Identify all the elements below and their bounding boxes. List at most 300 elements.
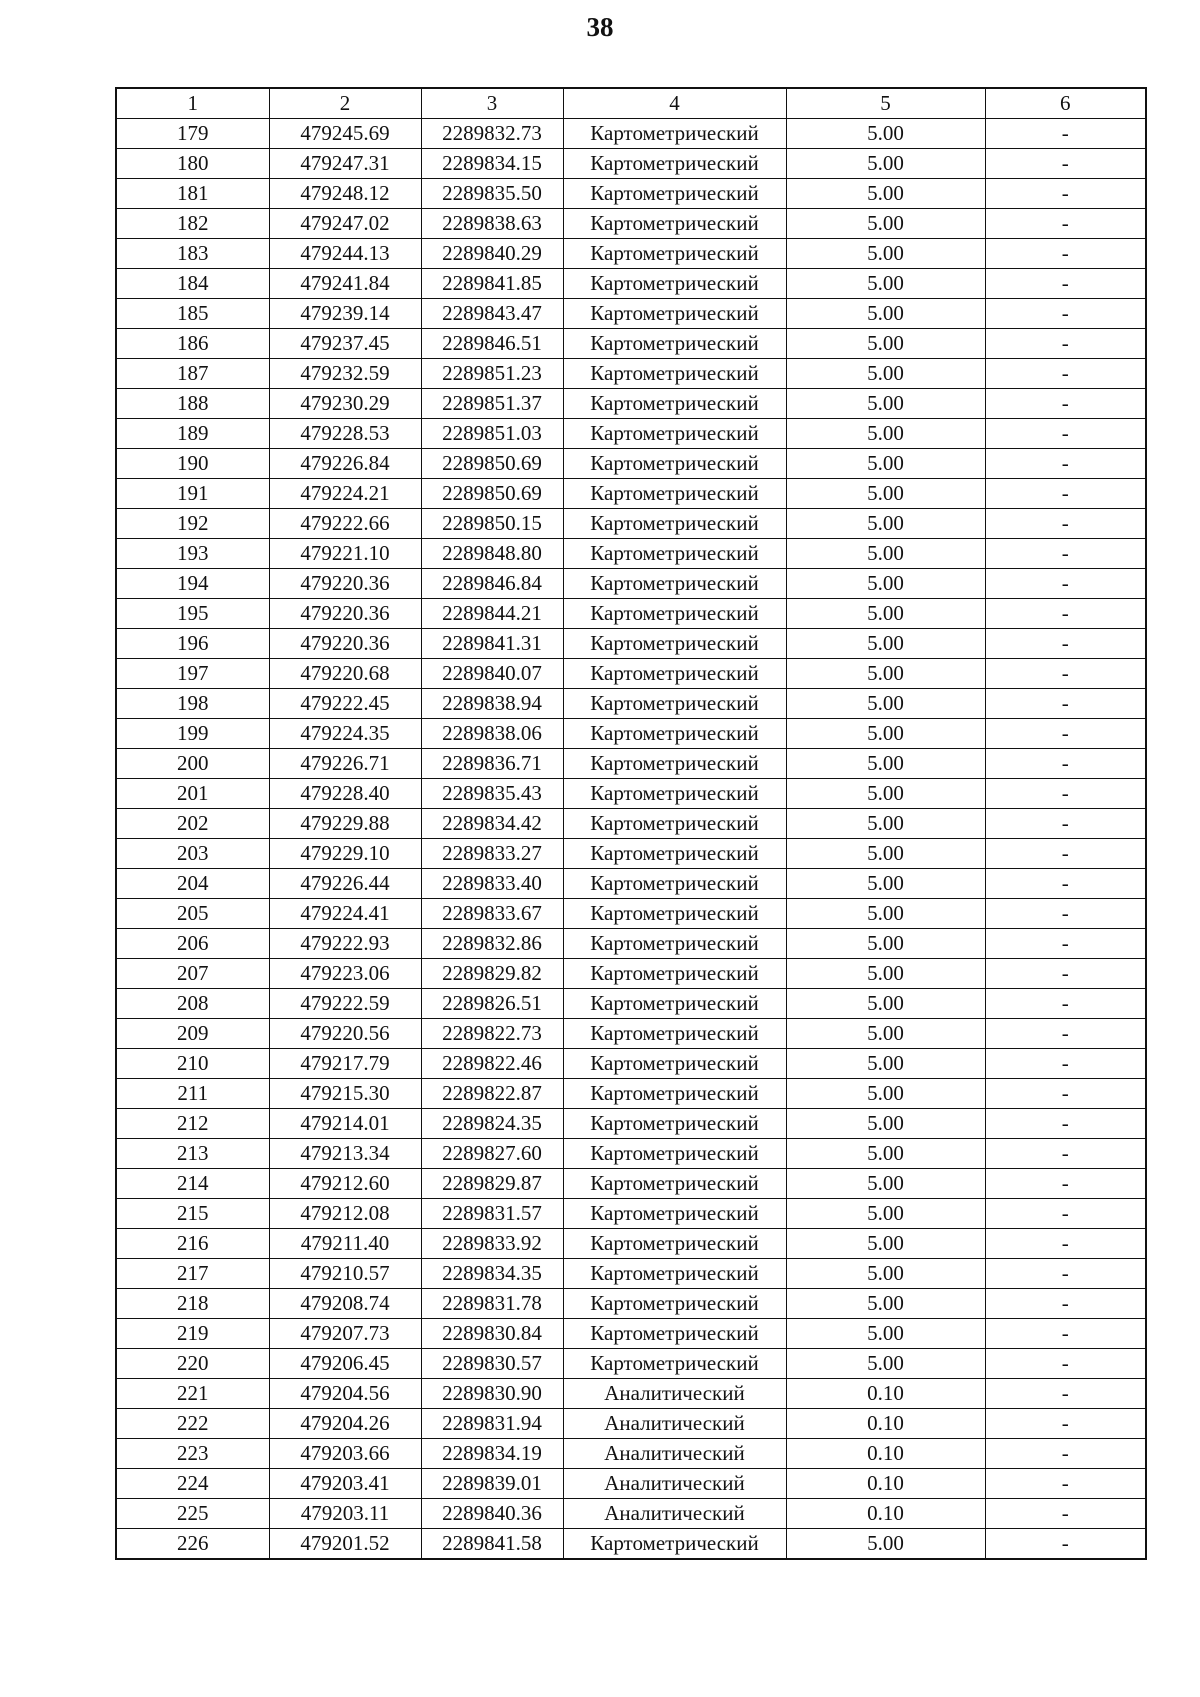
point-number-cell: 207 bbox=[116, 959, 269, 989]
method-cell: Картометрический bbox=[563, 1319, 786, 1349]
header-cell: 6 bbox=[985, 88, 1146, 119]
table-row bbox=[116, 1259, 1146, 1289]
x-coordinate-cell: 479224.35 bbox=[269, 719, 421, 749]
accuracy-cell: 5.00 bbox=[786, 629, 985, 659]
x-coordinate-cell: 479222.59 bbox=[269, 989, 421, 1019]
point-number-cell: 214 bbox=[116, 1169, 269, 1199]
y-coordinate-cell: 2289851.03 bbox=[421, 419, 563, 449]
method-cell: Картометрический bbox=[563, 749, 786, 779]
method-cell: Картометрический bbox=[563, 1199, 786, 1229]
table-row bbox=[116, 509, 1146, 539]
y-coordinate-cell: 2289830.57 bbox=[421, 1349, 563, 1379]
y-coordinate-cell: 2289835.50 bbox=[421, 179, 563, 209]
note-cell: - bbox=[985, 779, 1146, 809]
point-number-cell: 209 bbox=[116, 1019, 269, 1049]
y-coordinate-cell: 2289841.85 bbox=[421, 269, 563, 299]
y-coordinate-cell: 2289822.73 bbox=[421, 1019, 563, 1049]
y-coordinate-cell: 2289832.86 bbox=[421, 929, 563, 959]
x-coordinate-cell: 479215.30 bbox=[269, 1079, 421, 1109]
header-cell: 4 bbox=[563, 88, 786, 119]
note-cell: - bbox=[985, 479, 1146, 509]
note-cell: - bbox=[985, 1529, 1146, 1560]
x-coordinate-cell: 479241.84 bbox=[269, 269, 421, 299]
table-row bbox=[116, 569, 1146, 599]
accuracy-cell: 5.00 bbox=[786, 1349, 985, 1379]
table-row bbox=[116, 899, 1146, 929]
y-coordinate-cell: 2289827.60 bbox=[421, 1139, 563, 1169]
table-row bbox=[116, 359, 1146, 389]
x-coordinate-cell: 479222.45 bbox=[269, 689, 421, 719]
y-coordinate-cell: 2289840.36 bbox=[421, 1499, 563, 1529]
method-cell: Картометрический bbox=[563, 239, 786, 269]
point-number-cell: 198 bbox=[116, 689, 269, 719]
table-row bbox=[116, 1079, 1146, 1109]
table-body bbox=[116, 88, 1146, 1559]
note-cell: - bbox=[985, 1319, 1146, 1349]
note-cell: - bbox=[985, 1169, 1146, 1199]
table-row bbox=[116, 1499, 1146, 1529]
point-number-cell: 205 bbox=[116, 899, 269, 929]
table-row bbox=[116, 599, 1146, 629]
x-coordinate-cell: 479229.10 bbox=[269, 839, 421, 869]
accuracy-cell: 5.00 bbox=[786, 239, 985, 269]
y-coordinate-cell: 2289851.23 bbox=[421, 359, 563, 389]
page-number: 38 bbox=[586, 12, 614, 42]
table-row bbox=[116, 869, 1146, 899]
x-coordinate-cell: 479244.13 bbox=[269, 239, 421, 269]
table-row bbox=[116, 1319, 1146, 1349]
table-row bbox=[116, 479, 1146, 509]
method-cell: Картометрический bbox=[563, 689, 786, 719]
table-row bbox=[116, 1289, 1146, 1319]
accuracy-cell: 5.00 bbox=[786, 809, 985, 839]
accuracy-cell: 5.00 bbox=[786, 329, 985, 359]
point-number-cell: 196 bbox=[116, 629, 269, 659]
y-coordinate-cell: 2289822.46 bbox=[421, 1049, 563, 1079]
y-coordinate-cell: 2289850.69 bbox=[421, 479, 563, 509]
accuracy-cell: 5.00 bbox=[786, 359, 985, 389]
y-coordinate-cell: 2289850.15 bbox=[421, 509, 563, 539]
note-cell: - bbox=[985, 539, 1146, 569]
x-coordinate-cell: 479212.08 bbox=[269, 1199, 421, 1229]
accuracy-cell: 5.00 bbox=[786, 1289, 985, 1319]
note-cell: - bbox=[985, 1439, 1146, 1469]
x-coordinate-cell: 479212.60 bbox=[269, 1169, 421, 1199]
point-number-cell: 194 bbox=[116, 569, 269, 599]
table-row bbox=[116, 149, 1146, 179]
x-coordinate-cell: 479232.59 bbox=[269, 359, 421, 389]
note-cell: - bbox=[985, 299, 1146, 329]
accuracy-cell: 5.00 bbox=[786, 149, 985, 179]
y-coordinate-cell: 2289846.84 bbox=[421, 569, 563, 599]
method-cell: Картометрический bbox=[563, 1529, 786, 1560]
table-row bbox=[116, 1199, 1146, 1229]
method-cell: Картометрический bbox=[563, 389, 786, 419]
point-number-cell: 182 bbox=[116, 209, 269, 239]
table-row bbox=[116, 839, 1146, 869]
y-coordinate-cell: 2289830.90 bbox=[421, 1379, 563, 1409]
point-number-cell: 218 bbox=[116, 1289, 269, 1319]
method-cell: Картометрический bbox=[563, 899, 786, 929]
y-coordinate-cell: 2289839.01 bbox=[421, 1469, 563, 1499]
note-cell: - bbox=[985, 899, 1146, 929]
accuracy-cell: 5.00 bbox=[786, 1109, 985, 1139]
x-coordinate-cell: 479207.73 bbox=[269, 1319, 421, 1349]
method-cell: Картометрический bbox=[563, 1259, 786, 1289]
accuracy-cell: 5.00 bbox=[786, 989, 985, 1019]
header-cell: 5 bbox=[786, 88, 985, 119]
note-cell: - bbox=[985, 869, 1146, 899]
y-coordinate-cell: 2289833.27 bbox=[421, 839, 563, 869]
note-cell: - bbox=[985, 1409, 1146, 1439]
y-coordinate-cell: 2289834.42 bbox=[421, 809, 563, 839]
y-coordinate-cell: 2289838.06 bbox=[421, 719, 563, 749]
method-cell: Картометрический bbox=[563, 569, 786, 599]
y-coordinate-cell: 2289824.35 bbox=[421, 1109, 563, 1139]
note-cell: - bbox=[985, 1109, 1146, 1139]
y-coordinate-cell: 2289829.87 bbox=[421, 1169, 563, 1199]
accuracy-cell: 5.00 bbox=[786, 509, 985, 539]
accuracy-cell: 5.00 bbox=[786, 1529, 985, 1560]
method-cell: Картометрический bbox=[563, 1289, 786, 1319]
table-row bbox=[116, 1019, 1146, 1049]
x-coordinate-cell: 479223.06 bbox=[269, 959, 421, 989]
x-coordinate-cell: 479220.36 bbox=[269, 629, 421, 659]
method-cell: Картометрический bbox=[563, 809, 786, 839]
note-cell: - bbox=[985, 1139, 1146, 1169]
point-number-cell: 199 bbox=[116, 719, 269, 749]
x-coordinate-cell: 479226.84 bbox=[269, 449, 421, 479]
accuracy-cell: 5.00 bbox=[786, 959, 985, 989]
coordinates-table bbox=[115, 87, 1147, 1560]
method-cell: Картометрический bbox=[563, 209, 786, 239]
method-cell: Картометрический bbox=[563, 179, 786, 209]
method-cell: Картометрический bbox=[563, 719, 786, 749]
accuracy-cell: 0.10 bbox=[786, 1499, 985, 1529]
accuracy-cell: 5.00 bbox=[786, 839, 985, 869]
table-row bbox=[116, 1409, 1146, 1439]
x-coordinate-cell: 479222.66 bbox=[269, 509, 421, 539]
table-row bbox=[116, 539, 1146, 569]
point-number-cell: 210 bbox=[116, 1049, 269, 1079]
point-number-cell: 223 bbox=[116, 1439, 269, 1469]
accuracy-cell: 5.00 bbox=[786, 1259, 985, 1289]
point-number-cell: 183 bbox=[116, 239, 269, 269]
y-coordinate-cell: 2289834.35 bbox=[421, 1259, 563, 1289]
table-row bbox=[116, 239, 1146, 269]
table-row bbox=[116, 1139, 1146, 1169]
table-row bbox=[116, 629, 1146, 659]
point-number-cell: 225 bbox=[116, 1499, 269, 1529]
x-coordinate-cell: 479204.26 bbox=[269, 1409, 421, 1439]
point-number-cell: 186 bbox=[116, 329, 269, 359]
accuracy-cell: 5.00 bbox=[786, 179, 985, 209]
method-cell: Аналитический bbox=[563, 1499, 786, 1529]
note-cell: - bbox=[985, 209, 1146, 239]
note-cell: - bbox=[985, 389, 1146, 419]
note-cell: - bbox=[985, 1469, 1146, 1499]
point-number-cell: 200 bbox=[116, 749, 269, 779]
point-number-cell: 197 bbox=[116, 659, 269, 689]
table-row bbox=[116, 179, 1146, 209]
x-coordinate-cell: 479226.71 bbox=[269, 749, 421, 779]
point-number-cell: 208 bbox=[116, 989, 269, 1019]
point-number-cell: 202 bbox=[116, 809, 269, 839]
y-coordinate-cell: 2289838.94 bbox=[421, 689, 563, 719]
accuracy-cell: 5.00 bbox=[786, 209, 985, 239]
note-cell: - bbox=[985, 1199, 1146, 1229]
y-coordinate-cell: 2289836.71 bbox=[421, 749, 563, 779]
point-number-cell: 192 bbox=[116, 509, 269, 539]
accuracy-cell: 5.00 bbox=[786, 869, 985, 899]
y-coordinate-cell: 2289830.84 bbox=[421, 1319, 563, 1349]
note-cell: - bbox=[985, 509, 1146, 539]
point-number-cell: 211 bbox=[116, 1079, 269, 1109]
x-coordinate-cell: 479220.68 bbox=[269, 659, 421, 689]
x-coordinate-cell: 479247.02 bbox=[269, 209, 421, 239]
note-cell: - bbox=[985, 1259, 1146, 1289]
note-cell: - bbox=[985, 809, 1146, 839]
point-number-cell: 190 bbox=[116, 449, 269, 479]
point-number-cell: 216 bbox=[116, 1229, 269, 1259]
note-cell: - bbox=[985, 359, 1146, 389]
table-row bbox=[116, 269, 1146, 299]
table-row bbox=[116, 119, 1146, 149]
method-cell: Картометрический bbox=[563, 149, 786, 179]
table-row bbox=[116, 1529, 1146, 1560]
x-coordinate-cell: 479220.56 bbox=[269, 1019, 421, 1049]
point-number-cell: 204 bbox=[116, 869, 269, 899]
table-row bbox=[116, 719, 1146, 749]
method-cell: Картометрический bbox=[563, 869, 786, 899]
note-cell: - bbox=[985, 119, 1146, 149]
x-coordinate-cell: 479224.41 bbox=[269, 899, 421, 929]
accuracy-cell: 0.10 bbox=[786, 1439, 985, 1469]
table-row bbox=[116, 1049, 1146, 1079]
method-cell: Аналитический bbox=[563, 1439, 786, 1469]
method-cell: Картометрический bbox=[563, 1169, 786, 1199]
x-coordinate-cell: 479203.41 bbox=[269, 1469, 421, 1499]
accuracy-cell: 5.00 bbox=[786, 419, 985, 449]
method-cell: Картометрический bbox=[563, 539, 786, 569]
point-number-cell: 181 bbox=[116, 179, 269, 209]
point-number-cell: 187 bbox=[116, 359, 269, 389]
x-coordinate-cell: 479204.56 bbox=[269, 1379, 421, 1409]
note-cell: - bbox=[985, 929, 1146, 959]
y-coordinate-cell: 2289848.80 bbox=[421, 539, 563, 569]
table-row bbox=[116, 659, 1146, 689]
method-cell: Картометрический bbox=[563, 419, 786, 449]
accuracy-cell: 5.00 bbox=[786, 659, 985, 689]
method-cell: Картометрический bbox=[563, 989, 786, 1019]
x-coordinate-cell: 479203.11 bbox=[269, 1499, 421, 1529]
x-coordinate-cell: 479214.01 bbox=[269, 1109, 421, 1139]
accuracy-cell: 5.00 bbox=[786, 1319, 985, 1349]
method-cell: Картометрический bbox=[563, 1079, 786, 1109]
note-cell: - bbox=[985, 629, 1146, 659]
y-coordinate-cell: 2289833.92 bbox=[421, 1229, 563, 1259]
y-coordinate-cell: 2289851.37 bbox=[421, 389, 563, 419]
note-cell: - bbox=[985, 1499, 1146, 1529]
accuracy-cell: 5.00 bbox=[786, 449, 985, 479]
point-number-cell: 179 bbox=[116, 119, 269, 149]
accuracy-cell: 5.00 bbox=[786, 299, 985, 329]
accuracy-cell: 5.00 bbox=[786, 779, 985, 809]
x-coordinate-cell: 479224.21 bbox=[269, 479, 421, 509]
y-coordinate-cell: 2289826.51 bbox=[421, 989, 563, 1019]
x-coordinate-cell: 479220.36 bbox=[269, 569, 421, 599]
method-cell: Картометрический bbox=[563, 659, 786, 689]
y-coordinate-cell: 2289840.29 bbox=[421, 239, 563, 269]
method-cell: Картометрический bbox=[563, 779, 786, 809]
table-row bbox=[116, 1169, 1146, 1199]
x-coordinate-cell: 479248.12 bbox=[269, 179, 421, 209]
table-row bbox=[116, 1469, 1146, 1499]
table-row bbox=[116, 1379, 1146, 1409]
y-coordinate-cell: 2289850.69 bbox=[421, 449, 563, 479]
point-number-cell: 219 bbox=[116, 1319, 269, 1349]
point-number-cell: 185 bbox=[116, 299, 269, 329]
method-cell: Картометрический bbox=[563, 1229, 786, 1259]
x-coordinate-cell: 479206.45 bbox=[269, 1349, 421, 1379]
note-cell: - bbox=[985, 269, 1146, 299]
note-cell: - bbox=[985, 749, 1146, 779]
y-coordinate-cell: 2289840.07 bbox=[421, 659, 563, 689]
y-coordinate-cell: 2289831.94 bbox=[421, 1409, 563, 1439]
note-cell: - bbox=[985, 179, 1146, 209]
table-row bbox=[116, 989, 1146, 1019]
point-number-cell: 201 bbox=[116, 779, 269, 809]
accuracy-cell: 0.10 bbox=[786, 1379, 985, 1409]
method-cell: Картометрический bbox=[563, 329, 786, 359]
y-coordinate-cell: 2289831.78 bbox=[421, 1289, 563, 1319]
note-cell: - bbox=[985, 659, 1146, 689]
table-row bbox=[116, 1349, 1146, 1379]
x-coordinate-cell: 479208.74 bbox=[269, 1289, 421, 1319]
point-number-cell: 206 bbox=[116, 929, 269, 959]
table-row bbox=[116, 449, 1146, 479]
accuracy-cell: 5.00 bbox=[786, 1139, 985, 1169]
x-coordinate-cell: 479245.69 bbox=[269, 119, 421, 149]
accuracy-cell: 5.00 bbox=[786, 899, 985, 929]
x-coordinate-cell: 479220.36 bbox=[269, 599, 421, 629]
y-coordinate-cell: 2289844.21 bbox=[421, 599, 563, 629]
x-coordinate-cell: 479239.14 bbox=[269, 299, 421, 329]
accuracy-cell: 5.00 bbox=[786, 1169, 985, 1199]
note-cell: - bbox=[985, 1229, 1146, 1259]
method-cell: Картометрический bbox=[563, 479, 786, 509]
note-cell: - bbox=[985, 839, 1146, 869]
accuracy-cell: 5.00 bbox=[786, 1199, 985, 1229]
table-row bbox=[116, 1109, 1146, 1139]
x-coordinate-cell: 479221.10 bbox=[269, 539, 421, 569]
method-cell: Картометрический bbox=[563, 269, 786, 299]
note-cell: - bbox=[985, 1349, 1146, 1379]
table-row bbox=[116, 929, 1146, 959]
table-row bbox=[116, 209, 1146, 239]
note-cell: - bbox=[985, 239, 1146, 269]
point-number-cell: 195 bbox=[116, 599, 269, 629]
method-cell: Картометрический bbox=[563, 359, 786, 389]
x-coordinate-cell: 479203.66 bbox=[269, 1439, 421, 1469]
method-cell: Аналитический bbox=[563, 1409, 786, 1439]
table-row bbox=[116, 749, 1146, 779]
x-coordinate-cell: 479201.52 bbox=[269, 1529, 421, 1560]
table-row bbox=[116, 419, 1146, 449]
accuracy-cell: 0.10 bbox=[786, 1409, 985, 1439]
method-cell: Картометрический bbox=[563, 509, 786, 539]
table-row bbox=[116, 1229, 1146, 1259]
y-coordinate-cell: 2289833.40 bbox=[421, 869, 563, 899]
method-cell: Картометрический bbox=[563, 1109, 786, 1139]
point-number-cell: 193 bbox=[116, 539, 269, 569]
accuracy-cell: 5.00 bbox=[786, 929, 985, 959]
method-cell: Картометрический bbox=[563, 929, 786, 959]
accuracy-cell: 5.00 bbox=[786, 269, 985, 299]
point-number-cell: 221 bbox=[116, 1379, 269, 1409]
accuracy-cell: 5.00 bbox=[786, 539, 985, 569]
accuracy-cell: 5.00 bbox=[786, 689, 985, 719]
y-coordinate-cell: 2289838.63 bbox=[421, 209, 563, 239]
header-cell: 1 bbox=[116, 88, 269, 119]
note-cell: - bbox=[985, 1019, 1146, 1049]
x-coordinate-cell: 479226.44 bbox=[269, 869, 421, 899]
method-cell: Аналитический bbox=[563, 1379, 786, 1409]
x-coordinate-cell: 479228.40 bbox=[269, 779, 421, 809]
point-number-cell: 224 bbox=[116, 1469, 269, 1499]
accuracy-cell: 5.00 bbox=[786, 719, 985, 749]
accuracy-cell: 5.00 bbox=[786, 389, 985, 419]
method-cell: Картометрический bbox=[563, 1019, 786, 1049]
note-cell: - bbox=[985, 449, 1146, 479]
accuracy-cell: 5.00 bbox=[786, 1049, 985, 1079]
method-cell: Картометрический bbox=[563, 1349, 786, 1379]
accuracy-cell: 5.00 bbox=[786, 119, 985, 149]
method-cell: Картометрический bbox=[563, 119, 786, 149]
point-number-cell: 191 bbox=[116, 479, 269, 509]
note-cell: - bbox=[985, 149, 1146, 179]
table-row bbox=[116, 1439, 1146, 1469]
table-row bbox=[116, 329, 1146, 359]
y-coordinate-cell: 2289841.31 bbox=[421, 629, 563, 659]
method-cell: Картометрический bbox=[563, 1049, 786, 1079]
method-cell: Картометрический bbox=[563, 1139, 786, 1169]
accuracy-cell: 0.10 bbox=[786, 1469, 985, 1499]
point-number-cell: 213 bbox=[116, 1139, 269, 1169]
x-coordinate-cell: 479229.88 bbox=[269, 809, 421, 839]
x-coordinate-cell: 479247.31 bbox=[269, 149, 421, 179]
y-coordinate-cell: 2289832.73 bbox=[421, 119, 563, 149]
table-row bbox=[116, 809, 1146, 839]
y-coordinate-cell: 2289834.19 bbox=[421, 1439, 563, 1469]
header-cell: 3 bbox=[421, 88, 563, 119]
note-cell: - bbox=[985, 1289, 1146, 1319]
x-coordinate-cell: 479230.29 bbox=[269, 389, 421, 419]
y-coordinate-cell: 2289846.51 bbox=[421, 329, 563, 359]
accuracy-cell: 5.00 bbox=[786, 1019, 985, 1049]
note-cell: - bbox=[985, 1079, 1146, 1109]
note-cell: - bbox=[985, 1379, 1146, 1409]
note-cell: - bbox=[985, 959, 1146, 989]
x-coordinate-cell: 479210.57 bbox=[269, 1259, 421, 1289]
method-cell: Картометрический bbox=[563, 449, 786, 479]
method-cell: Картометрический bbox=[563, 629, 786, 659]
y-coordinate-cell: 2289833.67 bbox=[421, 899, 563, 929]
note-cell: - bbox=[985, 689, 1146, 719]
point-number-cell: 217 bbox=[116, 1259, 269, 1289]
accuracy-cell: 5.00 bbox=[786, 1079, 985, 1109]
y-coordinate-cell: 2289822.87 bbox=[421, 1079, 563, 1109]
